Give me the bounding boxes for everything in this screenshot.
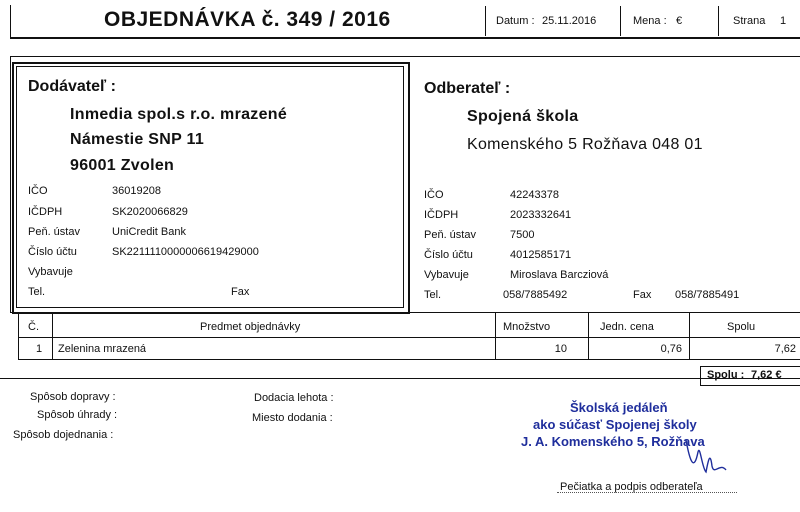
table-row-rule xyxy=(18,359,800,360)
date-label: Datum : xyxy=(496,15,535,27)
supplier-city: 96001 Zvolen xyxy=(70,157,175,174)
supplier-ico-label: IČO xyxy=(28,185,48,197)
signature-label: Pečiatka a podpis odberateľa xyxy=(560,481,703,493)
currency-value: € xyxy=(676,15,683,27)
customer-icdph-value: 2023332641 xyxy=(510,209,572,221)
customer-tel-label: Tel. xyxy=(424,289,442,301)
supplier-contact-label: Vybavuje xyxy=(28,266,73,278)
stamp-line-1: Školská jedáleň xyxy=(570,400,668,415)
customer-bank-value: 7500 xyxy=(510,229,535,241)
customer-contact-label: Vybavuje xyxy=(424,269,469,281)
payment-label: Spôsob úhrady : xyxy=(37,409,118,421)
table-header-rule xyxy=(18,337,800,338)
supplier-bank-label: Peň. ústav xyxy=(28,226,80,238)
page-value: 1 xyxy=(780,15,787,27)
supplier-box-inner xyxy=(16,66,404,308)
customer-tel-value: 058/7885492 xyxy=(503,289,568,301)
customer-name: Spojená škola xyxy=(467,108,579,125)
table-row-unit-price: 0,76 xyxy=(660,343,682,355)
col-header-total: Spolu xyxy=(727,321,756,333)
supplier-fax-label: Fax xyxy=(231,286,250,298)
date-value: 25.11.2016 xyxy=(542,15,597,27)
table-row-total: 7,62 xyxy=(774,343,796,355)
table-row-qty: 10 xyxy=(554,343,567,355)
stamp-line-2: ako súčasť Spojenej školy xyxy=(533,417,697,432)
currency-label: Mena : xyxy=(633,15,667,27)
stamp-line-3: J. A. Komenského 5, Rožňava xyxy=(521,434,705,449)
total-value: 7,62 € xyxy=(751,369,782,381)
customer-account-value: 4012585171 xyxy=(510,249,572,261)
signature-scribble xyxy=(680,432,740,480)
customer-icdph-label: IČDPH xyxy=(424,209,459,221)
supplier-bank-value: UniCredit Bank xyxy=(112,226,186,238)
supplier-account-value: SK2211110000006619429000 xyxy=(112,246,259,258)
col-header-no: Č. xyxy=(28,321,39,333)
col-header-unit-price: Jedn. cena xyxy=(600,321,654,333)
customer-ico-value: 42243378 xyxy=(510,189,559,201)
total-rule xyxy=(0,378,800,379)
supplier-tel-label: Tel. xyxy=(28,286,46,298)
supplier-label: Dodávateľ : xyxy=(28,78,116,95)
document-title: OBJEDNÁVKA č. 349 / 2016 xyxy=(104,8,391,31)
signature-rule xyxy=(557,492,737,494)
total-label: Spolu : xyxy=(707,369,745,381)
col-header-item: Predmet objednávky xyxy=(200,321,301,333)
table-column-rule xyxy=(588,313,589,359)
table-row-item: Zelenina mrazená xyxy=(58,343,147,355)
customer-label: Odberateľ : xyxy=(424,80,511,97)
table-column-rule xyxy=(495,313,496,359)
table-row-no: 1 xyxy=(36,343,43,355)
customer-bank-label: Peň. ústav xyxy=(424,229,476,241)
supplier-account-label: Číslo účtu xyxy=(28,246,77,258)
header-divider xyxy=(718,6,719,36)
customer-account-label: Číslo účtu xyxy=(424,249,473,261)
col-header-qty: Množstvo xyxy=(503,321,551,333)
customer-address: Komenského 5 Rožňava 048 01 xyxy=(467,136,703,153)
supplier-icdph-value: SK2020066829 xyxy=(112,206,188,218)
header-divider xyxy=(485,6,486,36)
table-column-rule xyxy=(689,313,690,359)
customer-contact-value: Miroslava Barcziová xyxy=(510,269,609,281)
header-divider xyxy=(620,6,621,36)
delivery-place-label: Miesto dodania : xyxy=(252,412,333,424)
delivery-time-label: Dodacia lehota : xyxy=(254,392,334,404)
table-column-rule xyxy=(52,313,53,359)
customer-fax-label: Fax xyxy=(633,289,652,301)
supplier-icdph-label: IČDPH xyxy=(28,206,63,218)
customer-ico-label: IČO xyxy=(424,189,444,201)
table-column-rule xyxy=(18,313,19,359)
page-label: Strana xyxy=(733,15,766,27)
customer-fax-value: 058/7885491 xyxy=(675,289,740,301)
supplier-name: Inmedia spol.s r.o. mrazené xyxy=(70,106,288,123)
supplier-street: Námestie SNP 11 xyxy=(70,131,205,148)
negotiation-label: Spôsob dojednania : xyxy=(13,429,114,441)
supplier-ico-value: 36019208 xyxy=(112,185,161,197)
table-top-rule xyxy=(10,312,800,313)
transport-label: Spôsob dopravy : xyxy=(30,391,116,403)
